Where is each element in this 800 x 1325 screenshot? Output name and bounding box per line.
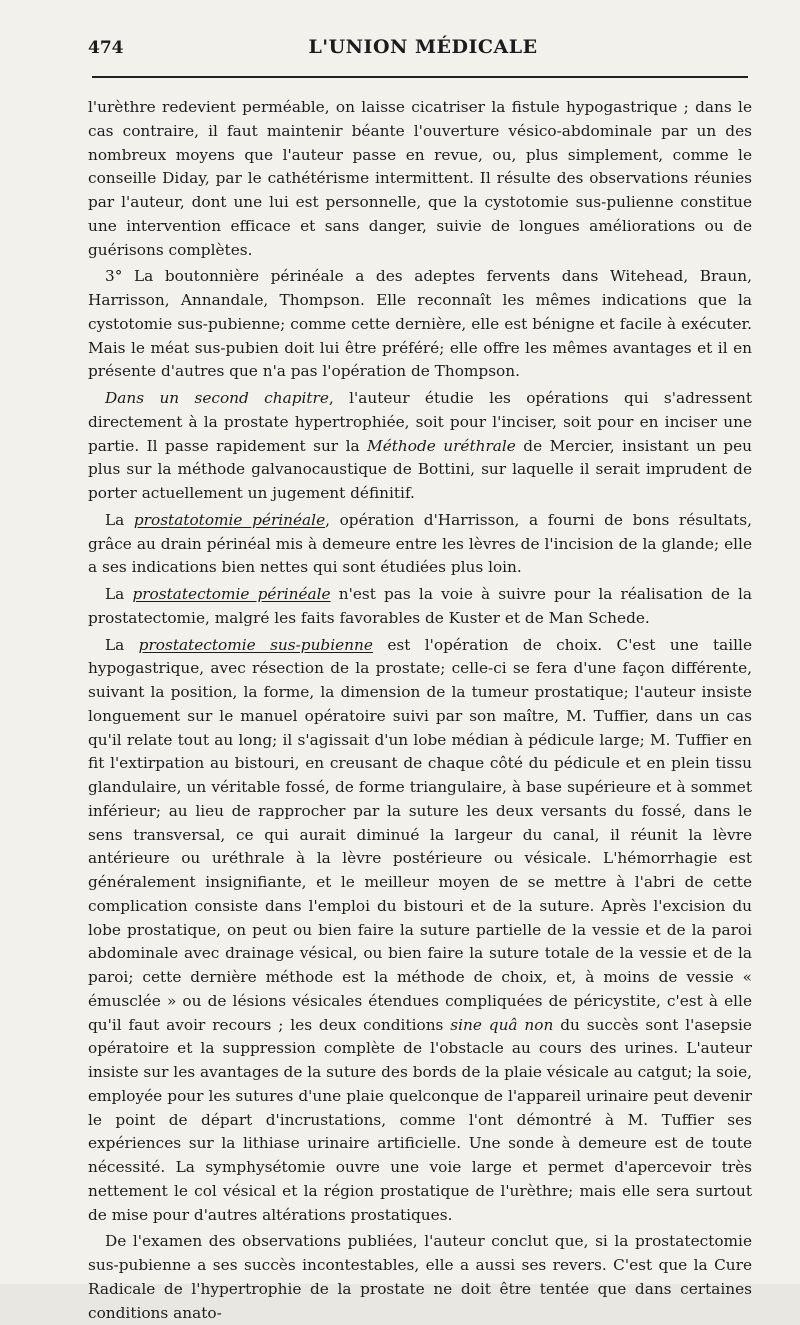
- paragraph: [88, 583, 752, 631]
- paragraph: [88, 509, 752, 580]
- text-run: n'est pas la voie à suivre pour la réalisation de la prostatectomie, malgré les faits favorables de Kuster et de Man Schede.: [88, 585, 753, 627]
- paragraph: [88, 1230, 752, 1325]
- emphasized-text: prostatectomie périnéale: [132, 585, 331, 603]
- text-run: La: [105, 585, 133, 603]
- text-run: du succès sont l'asepsie opératoire et la suppression complète de l'obstacle au cours des urines. L'auteur insiste sur les avantages de la suture des bords de la plaie vésicale au catgut; la soie, employée pour les sutures d'une plaie quelconque de l'appareil urinaire peut devenir le point de départ d'incrustations, comme l'ont démontré à M. Tuffier ses expériences sur la lithiase urinaire artificielle. Une sonde à demeure est de toute nécessité. La symphysétomie ouvre une voie large et permet d'apercevoir très nettement le col vésical et la région prostatique de l'urèthre; mais elle sera surtout de mise pour d'autres altérations prostatiques.: [88, 1015, 752, 1224]
- paragraph: [88, 387, 752, 506]
- emphasized-text: Dans un second chapitre: [105, 389, 329, 407]
- paragraph: [88, 265, 752, 384]
- text-run: l'urèthre redevient perméable, on laisse cicatriser la fistule hypogastrique ; dans le cas contraire, il faut maintenir béante l'ouverture vésico-abdominale par un des nombreux moyens que l'auteur passe en revue, ou, plus simplement, comme le conseille Diday, par le cathétérisme intermittent. Il résulte des observations réunies par l'auteur, dont une lui est personnelle, que la cystotomie sus-pulienne constitue une intervention efficace et sans danger, suivie de longues améliorations ou de guérisons complètes.: [88, 98, 752, 259]
- emphasized-text: Méthode uréthrale: [367, 436, 516, 455]
- text-run: de Mercier, insistant un peu plus sur la méthode galvanocaustique de Bottini, sur laquelle il serait imprudent de porter actuellement un jugement définitif.: [88, 436, 752, 502]
- header-rule: [92, 76, 748, 78]
- page-header: [86, 36, 760, 66]
- body-text: [88, 96, 752, 1325]
- text-run: 3° La boutonnière périnéale a des adeptes fervents dans Witehead, Braun, Harrisson, Annandale, Thompson. Elle reconnaît les mêmes indications que la cystotomie sus-pubienne; comme cette dernière, elle est bénigne et facile à exécuter. Mais le méat sus-pubien doit lui être préféré; elle offre les mêmes avantages et il en présente d'autres que n'a pas l'opération de Thompson.: [88, 267, 752, 381]
- text-run: De l'examen des observations publiées, l'auteur conclut que, si la prostatectomie sus-pubienne a ses succès incontestables, elle a aussi ses revers. C'est que la Cure Radicale de l'hypertrophie de la prostate ne doit être tentée que dans certaines conditions anato-: [88, 1232, 752, 1322]
- text-run: , l'auteur étudie les opérations qui s'adressent directement à la prostate hypertrophiée, soit pour l'inciser, soit pour en inciser une partie. Il passe rapidement sur la: [88, 389, 752, 455]
- running-title: L'UNION MÉDICALE: [308, 36, 538, 58]
- paragraph: [88, 96, 752, 262]
- page-number: 474: [88, 38, 124, 58]
- emphasized-text: sine quâ non: [450, 1015, 554, 1034]
- text-run: est l'opération de choix. C'est une taille hypogastrique, avec résection de la prostate; celle-ci se fera d'une façon différente, suivant la position, la forme, la dimension de la tumeur prostatique; l'auteur insiste longuement sur le manuel opératoire suivi par son maître, M. Tuffier, dans un cas qu'il relate tout au long; il s'agissait d'un lobe médian à pédicule large; M. Tuffier en fit l'extirpation au bistouri, en creusant de chaque côté du pédicule et en plein tissu glandulaire, un véritable fossé, de forme triangulaire, à base supérieure et à sommet inférieur; au lieu de rapprocher par la suture les deux versants du fossé, dans le sens transversal, ce qui aurait diminué la largeur du canal, il réunit la lèvre antérieure ou uréthrale à la lèvre postérieure ou vésicale. L'hémorrhagie est généralement insignifiante, et le meilleur moyen de se mettre à l'abri de cette complication consiste dans l'emploi du bistouri et de la suture. Après l'excision du lobe prostatique, on peut ou bien faire la suture partielle de la vessie et de la paroi abdominale avec drainage vésical, ou bien faire la suture totale de la vessie et de la paroi; cette dernière méthode est la méthode de choix, et, à moins de vessie « émusclée » ou de lésions vésicales étendues compliquées de péricystite, c'est à elle qu'il faut avoir recours ; les deux conditions: [88, 635, 752, 1034]
- text-run: , opération d'Harrisson, a fourni de bons résultats, grâce au drain périnéal mis à demeure entre les lèvres de l'incision de la glande; elle a ses indications bien nettes qui sont étudiées plus loin.: [88, 510, 752, 577]
- text-run: La: [105, 635, 139, 654]
- paragraph: [88, 634, 752, 1228]
- emphasized-text: prostatectomie sus-pubienne: [138, 635, 373, 654]
- emphasized-text: prostatotomie périnéale: [133, 510, 326, 529]
- text-run: La: [105, 510, 134, 529]
